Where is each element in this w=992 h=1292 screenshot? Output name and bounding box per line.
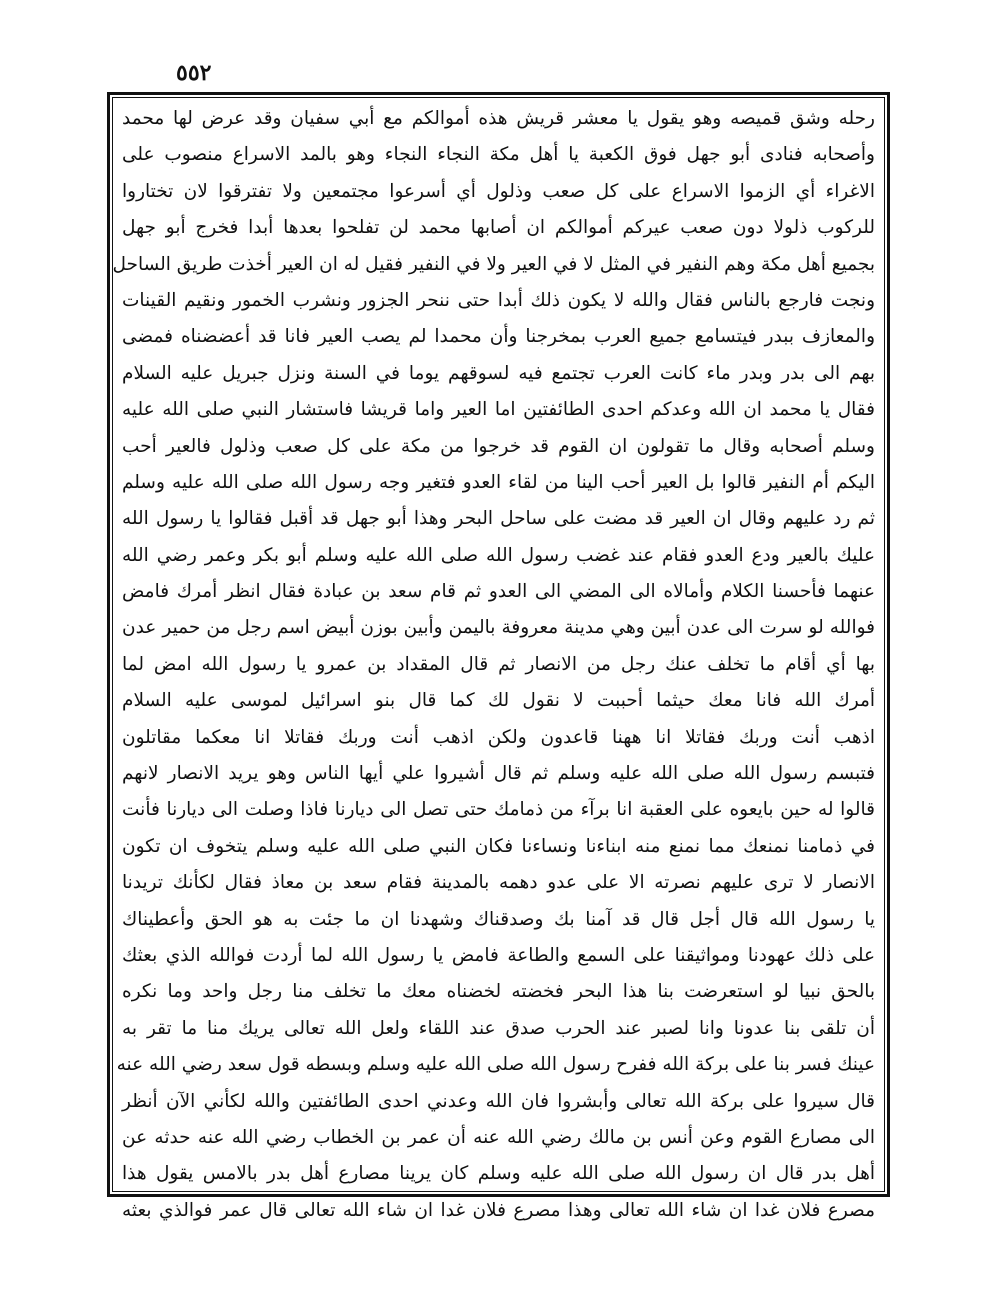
text-line: أن تلقى بنا عدونا وانا لصبر عند الحرب صدق عند اللقاء ولعل الله تعالى يريك منا ما تقر به (122, 1017, 875, 1039)
text-line: الاغراء أي الزموا الاسراع على كل صعب وذلول أي أسرعوا مجتمعين ولا تفترقوا لان تختاروا (122, 180, 875, 202)
text-line: بهم الى بدر وبدر ماء كانت العرب تجتمع فيه لسوقهم يوما في السنة ونزل جبريل عليه السلام (122, 362, 875, 384)
text-line: اذهب أنت وربك فقاتلا انا ههنا قاعدون ولكن اذهب أنت وربك فقاتلا انا معكما مقاتلون (122, 726, 875, 748)
text-line: عينك فسر بنا على بركة الله ففرح رسول الله صلى الله عليه وسلم وبسطه قول سعد رضي الله عنه (116, 1054, 875, 1076)
text-line: اليكم أم النفير قالوا بل العير أحب الينا من لقاء العدو فتغير وجه رسول الله صلى الله عليه وسلم (122, 471, 875, 493)
text-line: عليك بالعير ودع العدو فقام عند غضب رسول الله صلى الله عليه وسلم أبو بكر وعمر رضي الله (122, 544, 875, 566)
text-line: الانصار لا ترى عليهم نصرته الا على عدو دهمه بالمدينة فقام سعد بن معاذ فقال لكأنك تريدنا (122, 872, 875, 894)
text-line: أمرك الله فانا معك حيثما أحببت لا نقول لك كما قال بنو اسرائيل لموسى عليه السلام (122, 690, 875, 712)
text-line: ثم رد عليهم وقال ان العير قد مضت على ساحل البحر وهذا أبو جهل قد أقبل فقالوا يا رسول الله (122, 508, 875, 530)
text-line: قالوا له حين بايعوه على العقبة انا برآء من ذمامك حتى تصل الى ديارنا فاذا وصلت الى ديارنا فأنت (122, 799, 875, 821)
text-line: عنهما فأحسنا الكلام وأمالاه الى المضي الى العدو ثم قام سعد بن عبادة فقال انظر أمرك فامض (122, 581, 875, 603)
text-line: والمعازف ببدر فيتسامع جميع العرب بمخرجنا وأن محمدا لم يصب العير فانا قد أعضضناه فمضى (122, 326, 875, 348)
text-line: بها أي أقام ما تخلف عنك رجل من الانصار ثم قال المقداد بن عمرو يا رسول الله امض لما (122, 653, 875, 675)
text-line: الى مصارع القوم وعن أنس بن مالك رضي الله عنه أن عمر بن الخطاب رضي الله عنه حدثه عن (122, 1126, 875, 1148)
page-frame (107, 92, 890, 1221)
body-text (112, 101, 875, 1221)
text-line: قال سيروا على بركة الله تعالى وأبشروا فان الله وعدني احدى الطائفتين والله لكأني الآن أنظر (122, 1090, 875, 1112)
text-line: فتبسم رسول الله صلى الله عليه وسلم ثم قال أشيروا علي أيها الناس وهو يريد الانصار لانهم (122, 763, 875, 785)
text-line: بالحق نبيا لو استعرضت بنا هذا البحر فخضته لخضناه معك ما تخلف منا رجل واحد وما نكره (122, 981, 875, 1003)
page-number: ٥٥٢ (176, 60, 212, 86)
text-line: ونجت فارجع بالناس فقال والله لا يكون ذلك أبدا حتى ننحر الجزور ونشرب الخمور ونقيم القينات (122, 289, 875, 311)
text-line: أهل بدر قال ان رسول الله صلى الله عليه وسلم كان يرينا مصارع أهل بدر بالامس يقول هذا (122, 1163, 875, 1185)
text-line: وسلم أصحابه وقال ما تقولون ان القوم قد خرجوا من مكة على كل صعب وذلول فالعير أحب (122, 435, 875, 457)
text-line: مصرع فلان غدا ان شاء الله تعالى وهذا مصرع فلان غدا ان شاء الله تعالى قال عمر فوالذي بعثه (122, 1199, 875, 1221)
text-line: فقال يا محمد ان الله وعدكم احدى الطائفتين اما العير واما قريشا فاستشار النبي صلى الله عليه (122, 399, 875, 421)
text-line: بجميع أهل مكة وهم النفير في المثل لا في العير ولا في النفير فقيل له ان العير أخذت طريق الساحل (112, 253, 875, 275)
text-line: في ذمامنا نمنعك مما نمنع منه ابناءنا ونساءنا فكان النبي صلى الله عليه وسلم يتخوف ان تكون (122, 835, 875, 857)
text-line: فوالله لو سرت الى عدن أبين وهي مدينة معروفة باليمن وأبين بوزن أبيض اسم رجل من حمير عدن (122, 617, 875, 639)
text-line: يا رسول الله قال أجل قال قد آمنا بك وصدقناك وشهدنا ان ما جئت به هو الحق وأعطيناك (122, 908, 875, 930)
text-line: للركوب ذلولا دون صعب عيركم أموالكم ان أصابها محمد لن تفلحوا بعدها أبدا فخرج أبو جهل (122, 217, 875, 239)
text-line: على ذلك عهودنا ومواثيقنا على السمع والطاعة فامض يا رسول الله لما أردت فوالله الذي بعثك (122, 944, 875, 966)
text-line: وأصحابه فنادى أبو جهل فوق الكعبة يا أهل مكة النجاء النجاء وهو بالمد الاسراع منصوب على (122, 144, 875, 166)
text-line: رحله وشق قميصه وهو يقول يا معشر قريش هذه أموالكم مع أبي سفيان وقد عرض لها محمد (122, 108, 875, 129)
